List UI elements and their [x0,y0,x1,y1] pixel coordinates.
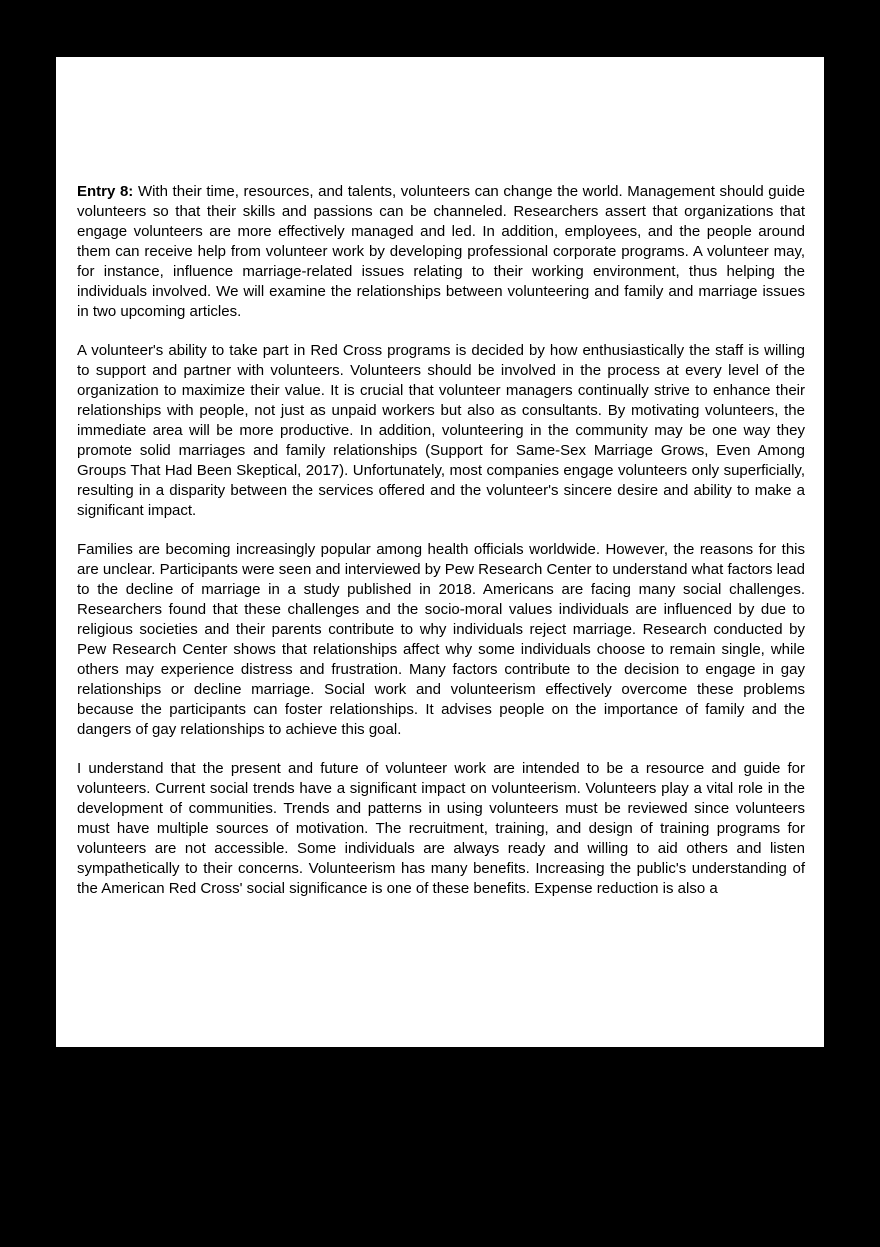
paragraph-lead-label: Entry 8: [77,183,134,200]
paragraph-families-research [77,540,805,740]
document-text-block [77,182,805,899]
paragraph-entry-8 [77,182,805,322]
paragraph-text: A volunteer's ability to take part in Red Cross programs is decided by how enthusiastically the staff is willing to support and partner with volunteers. Volunteers should be involved in the process at every level of the organization to maximize their value. It is crucial that volunteer managers continually strive to enhance their relationships with people, not just as unpaid workers but also as consultants. By motivating volunteers, the immediate area will be more productive. In addition, volunteering in the community may be one way they promote solid marriages and family relationships (Support for Same-Sex Marriage Grows, Even Among Groups That Had Been Skeptical, 2017). Unfortunately, most companies engage volunteers only superficially, resulting in a disparity between the services offered and the volunteer's sincere desire and ability to make a significant impact. [77,342,805,519]
document-page [56,57,824,1047]
paragraph-text: With their time, resources, and talents, volunteers can change the world. Management should guide volunteers so that their skills and passions can be channeled. Researchers assert that organizations that engage volunteers are more effectively managed and led. In addition, employees, and the people around them can receive help from volunteer work by developing professional corporate programs. A volunteer may, for instance, influence marriage-related issues relating to their working environment, thus helping the individuals involved. We will examine the relationships between volunteering and family and marriage issues in two upcoming articles. [77,183,806,320]
paragraph-red-cross-programs [77,341,805,521]
paragraph-text: I understand that the present and future of volunteer work are intended to be a resource and guide for volunteers. Current social trends have a significant impact on volunteerism. Volunteers play a vital role in the development of communities. Trends and patterns in using volunteers must be reviewed since volunteers must have multiple sources of motivation. The recruitment, training, and design of training programs for volunteers are not accessible. Some individuals are always ready and willing to aid others and listen sympathetically to their concerns. Volunteerism has many benefits. Increasing the public's understanding of the American Red Cross' social significance is one of these benefits. Expense reduction is also a [77,760,805,897]
paragraph-text: Families are becoming increasingly popular among health officials worldwide. However, the reasons for this are unclear. Participants were seen and interviewed by Pew Research Center to understand what factors lead to the decline of marriage in a study published in 2018. Americans are facing many social challenges. Researchers found that these challenges and the socio-moral values individuals are influenced by due to religious societies and their parents contribute to why individuals reject marriage. Research conducted by Pew Research Center shows that relationships affect why some individuals choose to remain single, while others may experience distress and frustration. Many factors contribute to the decision to engage in gay relationships or decline marriage. Social work and volunteerism effectively overcome these problems because the participants can foster relationships. It advises people on the importance of family and the dangers of gay relationships to achieve this goal. [77,541,805,738]
paragraph-volunteer-work-future [77,759,805,899]
